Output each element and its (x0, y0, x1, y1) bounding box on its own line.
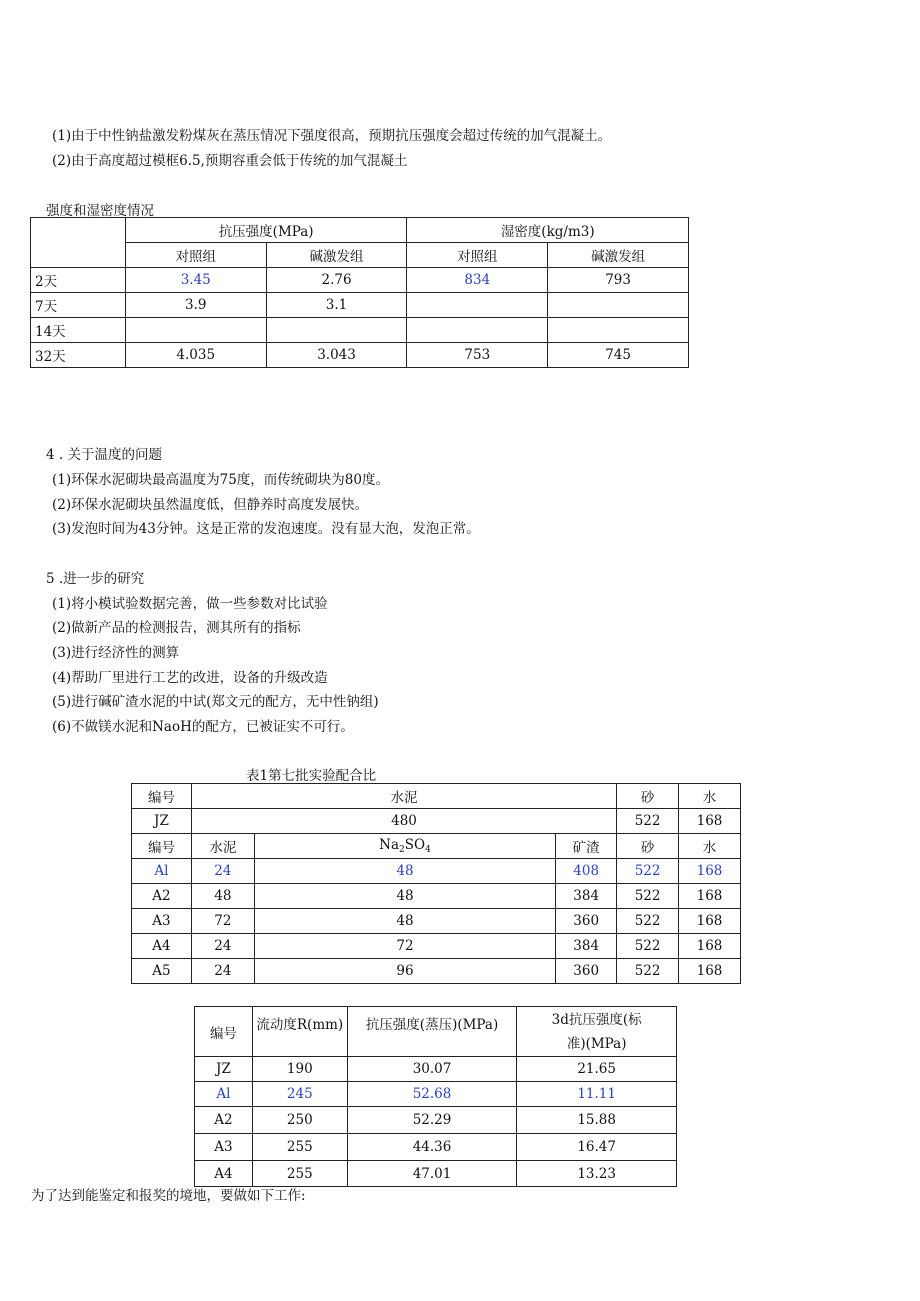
table-row (195, 1134, 677, 1161)
cell (407, 293, 548, 318)
cell: 52.68 (347, 1082, 517, 1107)
section5-heading: 5 .进一步的研究 (46, 571, 145, 587)
section5-item: (1)将小模试验数据完善，做一些参数对比试验 (52, 596, 328, 612)
para1-line2: (2)由于高度超过模框6.5,预期容重会低于传统的加气混凝土 (52, 153, 408, 169)
cell: 72 (191, 909, 254, 934)
table1-group-density: 湿密度(kg/m3) (407, 218, 689, 243)
table2-header: 编号 (132, 834, 192, 859)
cell: 48 (254, 909, 555, 934)
cell: 24 (191, 859, 254, 884)
row-label: 14天 (31, 318, 126, 343)
cell: 15.88 (517, 1107, 677, 1134)
cell: 48 (254, 884, 555, 909)
section4-heading: 4 . 关于温度的问题 (46, 447, 162, 463)
table3-header: 编号 (195, 1007, 253, 1057)
closing-line: 为了达到能鉴定和报奖的境地，要做如下工作: (31, 1188, 306, 1204)
cell: 360 (556, 909, 617, 934)
table-row (31, 293, 689, 318)
table2-header: 水泥 (191, 784, 616, 809)
cell: 48 (254, 859, 555, 884)
cell: 793 (548, 268, 689, 293)
cell: 96 (254, 959, 555, 984)
cell: Al (132, 859, 192, 884)
cell: 384 (556, 884, 617, 909)
table-row (195, 1107, 677, 1134)
cell: 250 (252, 1107, 347, 1134)
cell: 52.29 (347, 1107, 517, 1134)
row-label: 7天 (31, 293, 126, 318)
cell: 745 (548, 343, 689, 368)
cell: 4.035 (125, 343, 266, 368)
cell: 522 (617, 809, 679, 834)
table2-caption: 表1第七批实验配合比 (246, 768, 377, 784)
cell: 16.47 (517, 1134, 677, 1161)
cell: 3.043 (266, 343, 407, 368)
cell: 3.9 (125, 293, 266, 318)
cell (548, 293, 689, 318)
cell: 522 (617, 909, 679, 934)
table3-header (517, 1007, 677, 1057)
cell (266, 318, 407, 343)
table1-sub: 对照组 (407, 243, 548, 268)
table-row (195, 1161, 677, 1187)
table-row (132, 959, 741, 984)
table-row (195, 1057, 677, 1082)
cell: 480 (191, 809, 616, 834)
cell: 255 (252, 1161, 347, 1187)
table3-header: 抗压强度(蒸压)(MPa) (347, 1007, 517, 1057)
table1-sub: 对照组 (125, 243, 266, 268)
table1-corner (31, 218, 126, 268)
table-row (31, 343, 689, 368)
cell: 190 (252, 1057, 347, 1082)
cell: JZ (132, 809, 192, 834)
cell: 13.23 (517, 1161, 677, 1187)
section5-item: (4)帮助厂里进行工艺的改进，设备的升级改造 (52, 670, 328, 686)
table2-header: 砂 (617, 834, 679, 859)
cell (548, 318, 689, 343)
cell: 522 (617, 959, 679, 984)
cell: 24 (191, 934, 254, 959)
table1-caption: 强度和湿密度情况 (46, 203, 154, 219)
cell: 48 (191, 884, 254, 909)
cell: 168 (679, 809, 741, 834)
table-row (132, 909, 741, 934)
section4-item: (2)环保水泥砌块虽然温度低，但静养时高度发展快。 (52, 497, 369, 513)
section4-item: (3)发泡时间为43分钟。这是正常的发泡速度。没有显大泡，发泡正常。 (52, 521, 480, 537)
cell: 30.07 (347, 1057, 517, 1082)
cell: A3 (132, 909, 192, 934)
subscript: 2 (399, 845, 405, 855)
para1-line1: (1)由于中性钠盐激发粉煤灰在蒸压情况下强度很高，预期抗压强度会超过传统的加气混凝土。 (52, 128, 612, 144)
cell: 168 (679, 859, 741, 884)
cell: 24 (191, 959, 254, 984)
cell: 384 (556, 934, 617, 959)
cell (407, 318, 548, 343)
so-text: SO (404, 837, 426, 853)
subscript: 4 (425, 845, 431, 855)
cell: 21.65 (517, 1057, 677, 1082)
mix-ratio-table (131, 783, 741, 984)
cell: 11.11 (517, 1082, 677, 1107)
cell: A3 (195, 1134, 253, 1161)
table3-header: 流动度R(mm) (252, 1007, 347, 1057)
table2-header: 砂 (617, 784, 679, 809)
header-line: 3d抗压强度(标 (551, 1011, 642, 1028)
table2-header-na2so4 (254, 834, 555, 859)
table-row (195, 1082, 677, 1107)
row-label: 2天 (31, 268, 126, 293)
section5-item: (6)不做镁水泥和NaoH的配方，已被证实不可行。 (52, 719, 354, 735)
cell: 408 (556, 859, 617, 884)
cell: 2.76 (266, 268, 407, 293)
header-line: 准)(MPa) (566, 1035, 627, 1052)
cell: A5 (132, 959, 192, 984)
cell: 168 (679, 934, 741, 959)
cell: 255 (252, 1134, 347, 1161)
cell: 168 (679, 909, 741, 934)
table-row (132, 934, 741, 959)
section5-item: (5)进行碱矿渣水泥的中试(郑文元的配方，无中性钠组) (52, 694, 379, 710)
cell (125, 318, 266, 343)
table2-header: 编号 (132, 784, 192, 809)
na-text: Na (379, 837, 400, 853)
cell: 3.1 (266, 293, 407, 318)
cell: A2 (132, 884, 192, 909)
table2-header: 水泥 (191, 834, 254, 859)
table-row (132, 809, 741, 834)
cell: 168 (679, 884, 741, 909)
cell: 44.36 (347, 1134, 517, 1161)
cell: A4 (132, 934, 192, 959)
table2-header: 水 (679, 834, 741, 859)
section5-item: (3)进行经济性的测算 (52, 645, 180, 661)
table-row (132, 884, 741, 909)
strength-test-table (194, 1006, 677, 1187)
cell: 834 (407, 268, 548, 293)
cell: Al (195, 1082, 253, 1107)
row-label: 32天 (31, 343, 126, 368)
cell: 522 (617, 884, 679, 909)
cell: 522 (617, 859, 679, 884)
cell: 3.45 (125, 268, 266, 293)
cell: JZ (195, 1057, 253, 1082)
cell: 522 (617, 934, 679, 959)
cell: 168 (679, 959, 741, 984)
table2-header: 矿渣 (556, 834, 617, 859)
table-row (132, 859, 741, 884)
table-row (31, 268, 689, 293)
table1-sub: 碱激发组 (548, 243, 689, 268)
cell: 360 (556, 959, 617, 984)
table1-sub: 碱激发组 (266, 243, 407, 268)
cell: A2 (195, 1107, 253, 1134)
cell: 72 (254, 934, 555, 959)
table2-header: 水 (679, 784, 741, 809)
cell: 753 (407, 343, 548, 368)
section4-item: (1)环保水泥砌块最高温度为75度，而传统砌块为80度。 (52, 472, 389, 488)
cell: 245 (252, 1082, 347, 1107)
cell: A4 (195, 1161, 253, 1187)
table-row (31, 318, 689, 343)
cell: 47.01 (347, 1161, 517, 1187)
table1-group-strength: 抗压强度(MPa) (125, 218, 407, 243)
strength-density-table (30, 217, 689, 368)
section5-item: (2)做新产品的检测报告，测其所有的指标 (52, 620, 301, 636)
